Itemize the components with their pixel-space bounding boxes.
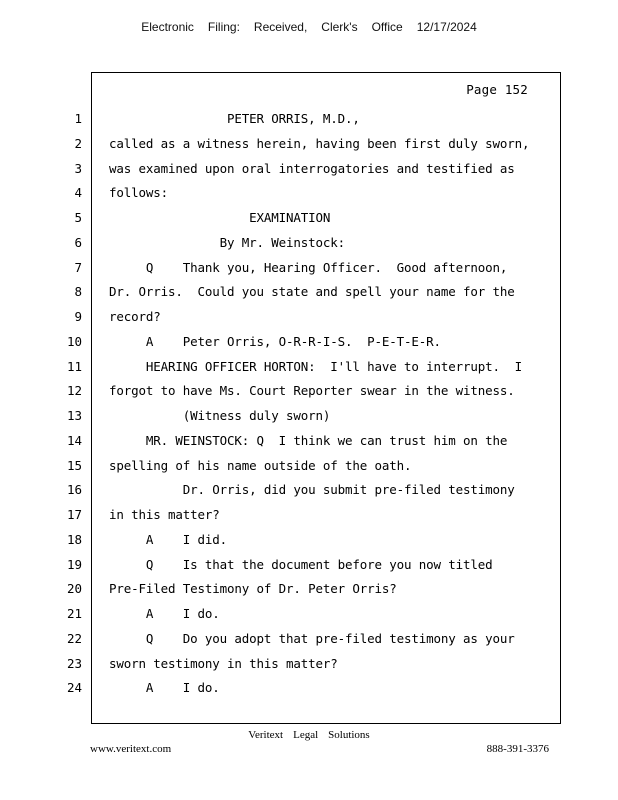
- line-number: 11: [66, 359, 82, 374]
- transcript-line-text: By Mr. Weinstock:: [109, 235, 346, 250]
- transcript-line-text: Q Do you adopt that pre-filed testimony as your: [109, 631, 515, 646]
- electronic-filing-header: [0, 20, 618, 34]
- transcript-line-text: HEARING OFFICER HORTON: I'll have to interrupt. I: [109, 359, 523, 374]
- transcript-line-text: A I do.: [109, 606, 220, 621]
- line-number: 10: [66, 334, 82, 349]
- transcript-line-text: Q Is that the document before you now titled: [109, 557, 493, 572]
- transcript-line-text: sworn testimony in this matter?: [109, 656, 338, 671]
- transcript-line-text: Q Thank you, Hearing Officer. Good afternoon,: [109, 260, 508, 275]
- filing-header-word-electronic: Electronic: [141, 20, 194, 34]
- line-number: 23: [66, 656, 82, 671]
- transcript-line-text: MR. WEINSTOCK: Q I think we can trust him on the: [109, 433, 508, 448]
- vendor-word-legal: Legal: [293, 729, 319, 741]
- vendor-website: www.veritext.com: [90, 743, 172, 755]
- filing-header-word-office: Office: [371, 20, 403, 34]
- vendor-name: [0, 729, 618, 741]
- line-number: 4: [74, 185, 82, 200]
- line-number: 2: [74, 136, 82, 151]
- line-number: 5: [74, 210, 82, 225]
- line-number: 17: [66, 507, 82, 522]
- line-number: 16: [66, 482, 82, 497]
- line-number: 14: [66, 433, 82, 448]
- vendor-word-solutions: Solutions: [328, 729, 370, 741]
- transcript-line-text: A I do.: [109, 680, 220, 695]
- filing-header-word-filing: Filing:: [207, 20, 240, 34]
- transcript-line-text: Pre-Filed Testimony of Dr. Peter Orris?: [109, 581, 397, 596]
- transcript-line-text: was examined upon oral interrogatories and testified as: [109, 161, 515, 176]
- transcript-line-text: called as a witness herein, having been first duly sworn,: [109, 136, 530, 151]
- transcript-line-text: in this matter?: [109, 507, 220, 522]
- line-number: 20: [66, 581, 82, 596]
- transcript-line-text: follows:: [109, 185, 169, 200]
- transcript-line-text: spelling of his name outside of the oath.: [109, 458, 412, 473]
- line-number: 13: [66, 408, 82, 423]
- page-number: Page 152: [466, 82, 528, 97]
- line-number: 8: [74, 284, 82, 299]
- line-number: 6: [74, 235, 82, 250]
- line-number: 18: [66, 532, 82, 547]
- transcript-line-text: Dr. Orris, did you submit pre-filed testimony: [109, 482, 515, 497]
- filing-date: 12/17/2024: [416, 20, 477, 34]
- transcript-line-text: record?: [109, 309, 161, 324]
- line-number: 3: [74, 161, 82, 176]
- line-number: 7: [74, 260, 82, 275]
- line-number: 24: [66, 680, 82, 695]
- vendor-phone: 888-391-3376: [486, 743, 549, 755]
- line-number: 19: [66, 557, 82, 572]
- transcript-line-text: PETER ORRIS, M.D.,: [109, 111, 360, 126]
- transcript-line-text: A Peter Orris, O-R-R-I-S. P-E-T-E-R.: [109, 334, 441, 349]
- transcript-line-text: forgot to have Ms. Court Reporter swear in the witness.: [109, 383, 515, 398]
- line-number: 21: [66, 606, 82, 621]
- line-number: 22: [66, 631, 82, 646]
- filing-header-word-clerks: Clerk's: [321, 20, 358, 34]
- filing-header-word-received: Received,: [253, 20, 308, 34]
- line-number: 12: [66, 383, 82, 398]
- line-number: 9: [74, 309, 82, 324]
- transcript-line-text: (Witness duly sworn): [109, 408, 331, 423]
- vendor-word-veritext: Veritext: [248, 729, 284, 741]
- transcript-line-text: Dr. Orris. Could you state and spell your name for the: [109, 284, 515, 299]
- line-number: 1: [74, 111, 82, 126]
- transcript-line-text: A I did.: [109, 532, 228, 547]
- transcript-line-text: EXAMINATION: [109, 210, 331, 225]
- line-number: 15: [66, 458, 82, 473]
